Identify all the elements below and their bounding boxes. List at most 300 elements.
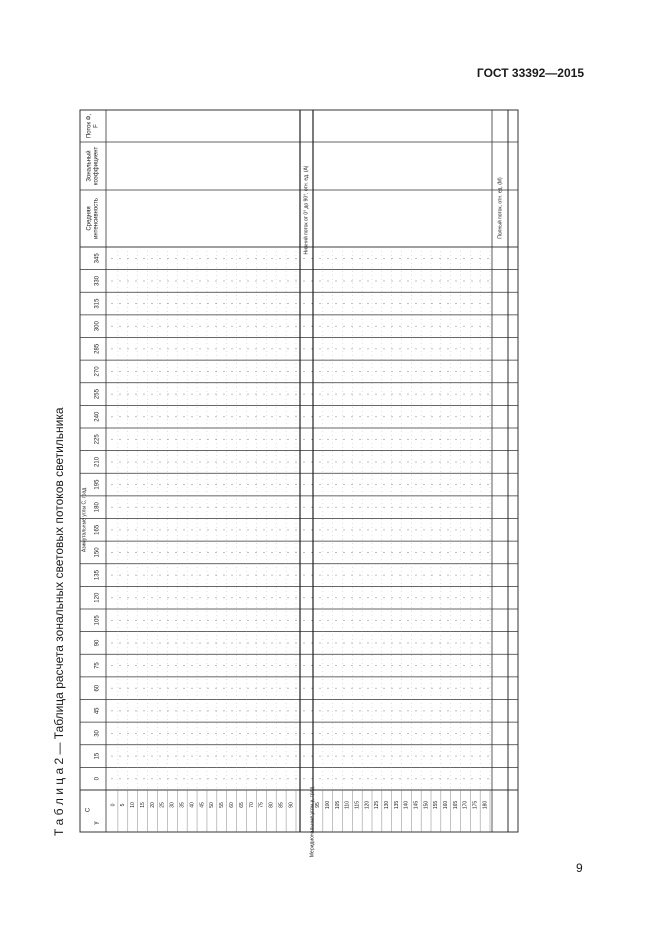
data-cell-dot — [248, 439, 249, 440]
data-cell-dot — [136, 507, 137, 508]
data-cell-dot — [384, 642, 385, 643]
data-cell-dot — [360, 507, 361, 508]
data-cell-dot — [168, 688, 169, 689]
data-cell-dot — [112, 303, 113, 304]
c-angle-195: 195 — [94, 479, 101, 490]
data-cell-dot — [408, 620, 409, 621]
data-cell-dot — [360, 688, 361, 689]
data-cell-dot — [144, 507, 145, 508]
data-cell-dot — [112, 710, 113, 711]
data-cell-dot — [472, 258, 473, 259]
data-cell-dot — [456, 756, 457, 757]
data-cell-dot — [168, 552, 169, 553]
data-cell-dot — [464, 280, 465, 281]
data-cell-dot — [208, 258, 209, 259]
data-cell-dot — [184, 756, 185, 757]
data-cell-dot — [160, 484, 161, 485]
data-cell-dot — [152, 710, 153, 711]
data-cell-dot — [432, 258, 433, 259]
data-cell-dot — [424, 258, 425, 259]
data-cell-dot — [200, 348, 201, 349]
data-cell-dot — [240, 620, 241, 621]
data-cell-dot — [360, 733, 361, 734]
data-cell-dot — [416, 371, 417, 372]
data-cell-dot — [112, 688, 113, 689]
data-cell-dot — [456, 371, 457, 372]
c-angle-225: 225 — [94, 434, 101, 445]
data-cell-dot — [192, 642, 193, 643]
data-cell-dot — [168, 665, 169, 666]
data-cell-dot — [408, 303, 409, 304]
c-angle-165: 165 — [94, 524, 101, 535]
data-cell-dot — [368, 688, 369, 689]
data-cell-dot — [200, 507, 201, 508]
data-cell-dot — [128, 258, 129, 259]
data-cell-dot — [216, 733, 217, 734]
data-cell-dot — [224, 620, 225, 621]
data-cell-dot — [280, 552, 281, 553]
data-cell-dot — [320, 597, 321, 598]
data-cell-dot — [120, 394, 121, 395]
data-cell-dot — [288, 575, 289, 576]
data-cell-dot — [456, 348, 457, 349]
data-cell-dot — [216, 507, 217, 508]
data-cell-dot — [432, 665, 433, 666]
data-cell-dot — [280, 688, 281, 689]
data-cell-dot — [336, 733, 337, 734]
data-cell-dot — [168, 733, 169, 734]
data-cell-dot — [240, 326, 241, 327]
data-cell-dot — [160, 303, 161, 304]
data-cell-dot — [200, 529, 201, 530]
data-cell-dot — [216, 756, 217, 757]
data-cell-dot — [248, 756, 249, 757]
data-cell-dot — [264, 710, 265, 711]
data-cell-dot — [152, 348, 153, 349]
gamma-125: 125 — [374, 800, 381, 810]
data-cell-dot — [208, 710, 209, 711]
c-angle-15: 15 — [94, 752, 101, 760]
data-cell-dot — [488, 778, 489, 779]
data-cell-dot — [176, 484, 177, 485]
data-cell-dot — [456, 733, 457, 734]
data-cell-dot — [360, 394, 361, 395]
data-cell-dot — [232, 597, 233, 598]
data-cell-dot — [312, 326, 313, 327]
data-cell-dot — [304, 642, 305, 643]
data-cell-dot — [216, 394, 217, 395]
data-cell-dot — [248, 303, 249, 304]
data-cell-dot — [472, 484, 473, 485]
data-cell-dot — [208, 439, 209, 440]
data-cell-dot — [344, 575, 345, 576]
data-cell-dot — [368, 303, 369, 304]
data-cell-dot — [120, 552, 121, 553]
data-cell-dot — [184, 620, 185, 621]
data-cell-dot — [416, 529, 417, 530]
data-cell-dot — [136, 303, 137, 304]
data-cell-dot — [456, 688, 457, 689]
data-cell-dot — [264, 348, 265, 349]
data-cell-dot — [384, 507, 385, 508]
data-cell-dot — [392, 733, 393, 734]
data-cell-dot — [248, 733, 249, 734]
data-cell-dot — [224, 371, 225, 372]
data-cell-dot — [448, 620, 449, 621]
data-cell-dot — [400, 461, 401, 462]
data-cell-dot — [464, 303, 465, 304]
data-cell-dot — [432, 642, 433, 643]
data-cell-dot — [264, 575, 265, 576]
data-cell-dot — [264, 688, 265, 689]
extra-header-1: Зональный — [86, 150, 93, 182]
data-cell-dot — [176, 710, 177, 711]
data-cell-dot — [272, 778, 273, 779]
data-cell-dot — [160, 688, 161, 689]
data-cell-dot — [152, 733, 153, 734]
data-cell-dot — [120, 778, 121, 779]
data-cell-dot — [384, 371, 385, 372]
data-cell-dot — [472, 303, 473, 304]
data-cell-dot — [280, 529, 281, 530]
data-cell-dot — [464, 258, 465, 259]
data-cell-dot — [272, 461, 273, 462]
data-cell-dot — [232, 280, 233, 281]
data-cell-dot — [304, 688, 305, 689]
data-cell-dot — [472, 529, 473, 530]
data-cell-dot — [488, 461, 489, 462]
data-cell-dot — [120, 642, 121, 643]
data-cell-dot — [232, 439, 233, 440]
data-cell-dot — [136, 280, 137, 281]
data-cell-dot — [296, 280, 297, 281]
data-cell-dot — [184, 439, 185, 440]
data-cell-dot — [160, 620, 161, 621]
data-cell-dot — [152, 416, 153, 417]
data-cell-dot — [208, 416, 209, 417]
data-cell-dot — [472, 280, 473, 281]
data-cell-dot — [184, 529, 185, 530]
data-cell-dot — [488, 575, 489, 576]
gamma-45: 45 — [199, 802, 206, 808]
data-cell-dot — [448, 507, 449, 508]
data-cell-dot — [136, 575, 137, 576]
data-cell-dot — [368, 756, 369, 757]
data-cell-dot — [392, 552, 393, 553]
data-cell-dot — [328, 280, 329, 281]
data-cell-dot — [304, 597, 305, 598]
data-cell-dot — [120, 258, 121, 259]
data-cell-dot — [440, 394, 441, 395]
data-cell-dot — [240, 416, 241, 417]
data-cell-dot — [200, 710, 201, 711]
data-cell-dot — [456, 778, 457, 779]
data-cell-dot — [416, 303, 417, 304]
c-angle-345: 345 — [94, 253, 101, 264]
azimuth-label: Азимутальные углы C, град — [81, 487, 88, 553]
data-cell-dot — [136, 394, 137, 395]
data-cell-dot — [408, 439, 409, 440]
data-cell-dot — [344, 688, 345, 689]
data-cell-dot — [400, 710, 401, 711]
data-cell-dot — [360, 371, 361, 372]
data-cell-dot — [144, 733, 145, 734]
data-cell-dot — [240, 597, 241, 598]
data-cell-dot — [456, 326, 457, 327]
data-cell-dot — [336, 416, 337, 417]
gamma-150: 150 — [423, 800, 430, 810]
c-angle-75: 75 — [94, 662, 101, 669]
gamma-25: 25 — [159, 802, 166, 808]
data-cell-dot — [424, 620, 425, 621]
data-cell-dot — [128, 394, 129, 395]
data-cell-dot — [368, 461, 369, 462]
data-cell-dot — [464, 394, 465, 395]
data-cell-dot — [464, 688, 465, 689]
data-cell-dot — [328, 303, 329, 304]
data-cell-dot — [432, 756, 433, 757]
data-cell-dot — [312, 280, 313, 281]
data-cell-dot — [160, 507, 161, 508]
data-cell-dot — [144, 756, 145, 757]
data-cell-dot — [376, 394, 377, 395]
data-cell-dot — [248, 688, 249, 689]
data-cell-dot — [160, 710, 161, 711]
data-cell-dot — [432, 597, 433, 598]
data-cell-dot — [464, 620, 465, 621]
data-cell-dot — [168, 258, 169, 259]
gamma-50: 50 — [209, 802, 216, 808]
data-cell-dot — [352, 529, 353, 530]
data-cell-dot — [224, 778, 225, 779]
data-cell-dot — [240, 258, 241, 259]
data-cell-dot — [232, 642, 233, 643]
data-cell-dot — [184, 416, 185, 417]
data-cell-dot — [320, 371, 321, 372]
data-cell-dot — [288, 394, 289, 395]
data-cell-dot — [472, 575, 473, 576]
data-cell-dot — [176, 507, 177, 508]
data-cell-dot — [208, 733, 209, 734]
data-cell-dot — [192, 688, 193, 689]
data-cell-dot — [224, 529, 225, 530]
data-cell-dot — [392, 326, 393, 327]
data-cell-dot — [488, 303, 489, 304]
data-cell-dot — [184, 394, 185, 395]
data-cell-dot — [424, 439, 425, 440]
data-cell-dot — [424, 507, 425, 508]
data-cell-dot — [416, 597, 417, 598]
data-cell-dot — [312, 756, 313, 757]
data-cell-dot — [152, 507, 153, 508]
data-cell-dot — [352, 461, 353, 462]
data-cell-dot — [200, 756, 201, 757]
data-cell-dot — [232, 552, 233, 553]
data-cell-dot — [400, 280, 401, 281]
data-cell-dot — [296, 529, 297, 530]
data-cell-dot — [480, 439, 481, 440]
data-cell-dot — [272, 642, 273, 643]
data-cell-dot — [136, 665, 137, 666]
data-cell-dot — [440, 778, 441, 779]
extra-header-0-b: интенсивность — [93, 197, 100, 240]
data-cell-dot — [184, 733, 185, 734]
data-cell-dot — [120, 416, 121, 417]
data-cell-dot — [424, 575, 425, 576]
data-cell-dot — [120, 461, 121, 462]
gamma-130: 130 — [384, 800, 391, 810]
data-cell-dot — [240, 756, 241, 757]
data-cell-dot — [472, 439, 473, 440]
data-cell-dot — [248, 552, 249, 553]
data-cell-dot — [144, 348, 145, 349]
data-cell-dot — [448, 665, 449, 666]
data-cell-dot — [200, 416, 201, 417]
data-cell-dot — [112, 507, 113, 508]
data-cell-dot — [120, 688, 121, 689]
data-cell-dot — [120, 371, 121, 372]
data-cell-dot — [240, 665, 241, 666]
data-cell-dot — [456, 575, 457, 576]
data-cell-dot — [112, 484, 113, 485]
data-cell-dot — [312, 778, 313, 779]
data-cell-dot — [320, 642, 321, 643]
data-cell-dot — [136, 756, 137, 757]
data-cell-dot — [352, 597, 353, 598]
data-cell-dot — [472, 733, 473, 734]
data-cell-dot — [152, 326, 153, 327]
data-cell-dot — [176, 642, 177, 643]
data-cell-dot — [240, 710, 241, 711]
data-cell-dot — [200, 303, 201, 304]
data-cell-dot — [384, 778, 385, 779]
data-cell-dot — [448, 484, 449, 485]
data-cell-dot — [136, 348, 137, 349]
data-cell-dot — [440, 439, 441, 440]
data-cell-dot — [472, 665, 473, 666]
data-cell-dot — [320, 665, 321, 666]
data-cell-dot — [216, 303, 217, 304]
data-cell-dot — [424, 710, 425, 711]
data-cell-dot — [408, 280, 409, 281]
data-cell-dot — [456, 416, 457, 417]
data-cell-dot — [240, 484, 241, 485]
data-cell-dot — [328, 665, 329, 666]
data-cell-dot — [440, 620, 441, 621]
data-cell-dot — [376, 710, 377, 711]
table-border — [80, 110, 518, 832]
data-cell-dot — [136, 733, 137, 734]
data-cell-dot — [368, 620, 369, 621]
data-cell-dot — [264, 529, 265, 530]
data-cell-dot — [224, 665, 225, 666]
gamma-70: 70 — [248, 802, 255, 808]
data-cell-dot — [424, 665, 425, 666]
data-cell-dot — [424, 688, 425, 689]
data-cell-dot — [256, 665, 257, 666]
data-cell-dot — [280, 439, 281, 440]
data-cell-dot — [192, 371, 193, 372]
data-cell-dot — [320, 529, 321, 530]
data-cell-dot — [456, 710, 457, 711]
data-cell-dot — [112, 778, 113, 779]
data-cell-dot — [328, 688, 329, 689]
data-cell-dot — [336, 665, 337, 666]
data-cell-dot — [240, 552, 241, 553]
data-cell-dot — [440, 529, 441, 530]
data-cell-dot — [144, 280, 145, 281]
c-angle-105: 105 — [94, 615, 101, 626]
data-cell-dot — [256, 461, 257, 462]
data-cell-dot — [464, 733, 465, 734]
data-cell-dot — [136, 688, 137, 689]
corner-c: C — [85, 807, 92, 813]
data-cell-dot — [480, 642, 481, 643]
data-cell-dot — [312, 529, 313, 530]
data-cell-dot — [136, 778, 137, 779]
data-cell-dot — [224, 439, 225, 440]
data-cell-dot — [128, 529, 129, 530]
data-cell-dot — [472, 688, 473, 689]
data-cell-dot — [208, 552, 209, 553]
data-cell-dot — [392, 416, 393, 417]
data-cell-dot — [432, 733, 433, 734]
data-cell-dot — [424, 371, 425, 372]
data-cell-dot — [264, 439, 265, 440]
data-cell-dot — [296, 597, 297, 598]
data-cell-dot — [224, 326, 225, 327]
data-cell-dot — [480, 733, 481, 734]
data-cell-dot — [240, 371, 241, 372]
data-cell-dot — [320, 461, 321, 462]
data-cell-dot — [472, 642, 473, 643]
data-cell-dot — [288, 416, 289, 417]
data-cell-dot — [192, 303, 193, 304]
data-cell-dot — [344, 280, 345, 281]
data-cell-dot — [432, 416, 433, 417]
data-cell-dot — [400, 552, 401, 553]
data-cell-dot — [280, 461, 281, 462]
data-cell-dot — [488, 529, 489, 530]
data-cell-dot — [216, 710, 217, 711]
data-cell-dot — [400, 484, 401, 485]
data-cell-dot — [448, 439, 449, 440]
data-cell-dot — [136, 439, 137, 440]
data-cell-dot — [128, 280, 129, 281]
data-cell-dot — [344, 461, 345, 462]
gamma-140: 140 — [403, 800, 410, 810]
data-cell-dot — [232, 258, 233, 259]
data-cell-dot — [160, 394, 161, 395]
data-cell-dot — [192, 575, 193, 576]
data-cell-dot — [432, 778, 433, 779]
data-cell-dot — [424, 529, 425, 530]
data-cell-dot — [400, 394, 401, 395]
data-cell-dot — [360, 756, 361, 757]
data-cell-dot — [344, 303, 345, 304]
data-cell-dot — [456, 552, 457, 553]
data-cell-dot — [248, 461, 249, 462]
data-cell-dot — [328, 620, 329, 621]
data-cell-dot — [112, 620, 113, 621]
data-cell-dot — [216, 258, 217, 259]
data-cell-dot — [184, 552, 185, 553]
data-cell-dot — [424, 394, 425, 395]
data-cell-dot — [184, 461, 185, 462]
data-cell-dot — [312, 552, 313, 553]
data-cell-dot — [488, 597, 489, 598]
data-cell-dot — [488, 258, 489, 259]
